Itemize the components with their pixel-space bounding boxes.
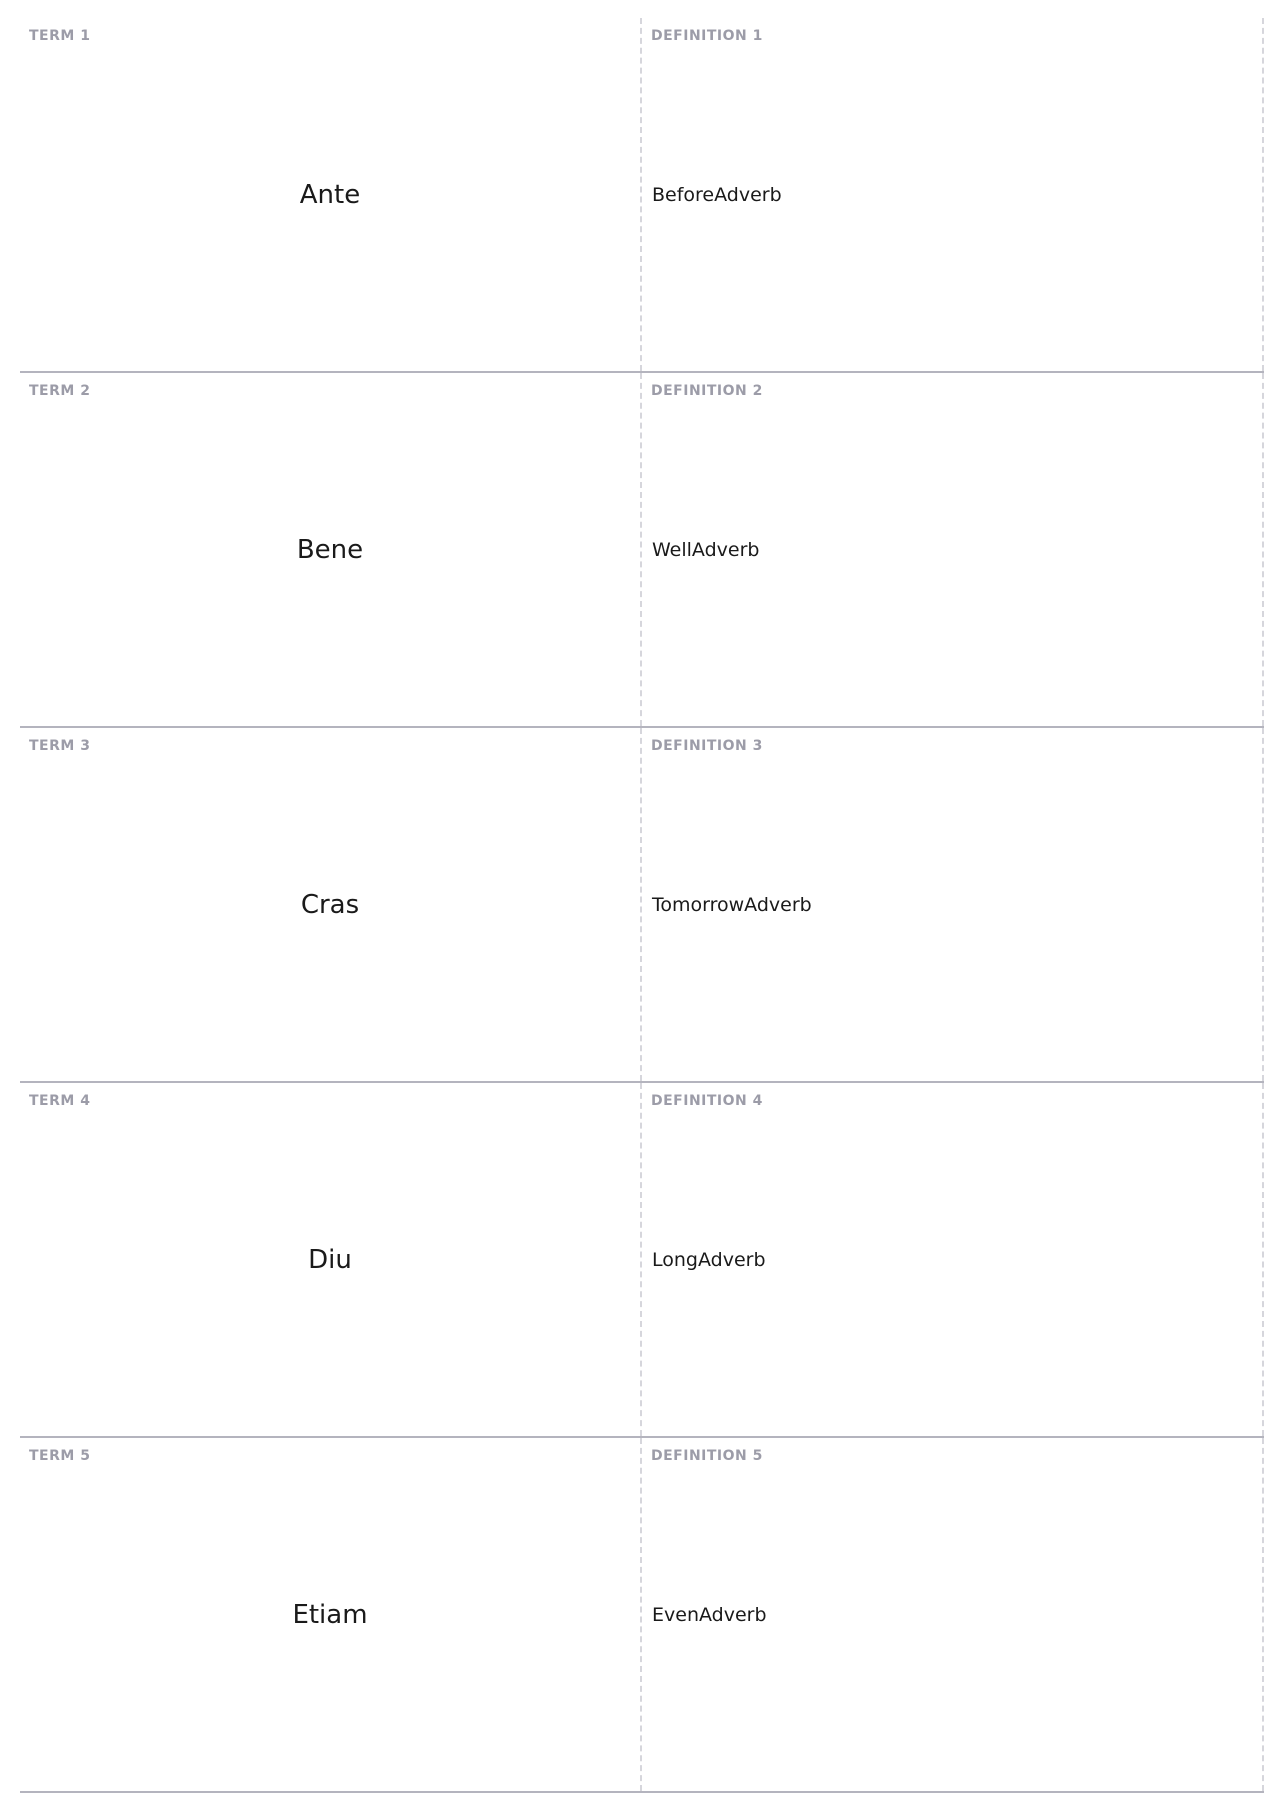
definition-text: BeforeAdverb bbox=[652, 183, 782, 206]
definition-cell bbox=[642, 373, 1264, 726]
term-cell bbox=[20, 18, 642, 371]
term-text: Cras bbox=[300, 889, 360, 920]
definition-cell bbox=[642, 1438, 1264, 1791]
term-cell bbox=[20, 373, 642, 726]
term-text: Bene bbox=[296, 534, 364, 565]
term-cell bbox=[20, 1438, 642, 1791]
term-text: Diu bbox=[308, 1244, 352, 1275]
term-label: TERM 4 bbox=[29, 1093, 91, 1109]
definition-label: DEFINITION 2 bbox=[651, 383, 763, 399]
definition-label: DEFINITION 3 bbox=[651, 738, 763, 754]
term-label: TERM 1 bbox=[29, 28, 91, 44]
term-cell bbox=[20, 728, 642, 1081]
definition-cell bbox=[642, 1083, 1264, 1436]
flashcard-row bbox=[20, 373, 1264, 728]
definition-label: DEFINITION 5 bbox=[651, 1448, 763, 1464]
term-text: Etiam bbox=[292, 1599, 368, 1630]
definition-text: TomorrowAdverb bbox=[652, 893, 812, 916]
definition-label: DEFINITION 4 bbox=[651, 1093, 763, 1109]
definition-cell bbox=[642, 728, 1264, 1081]
term-label: TERM 3 bbox=[29, 738, 91, 754]
flashcard-row bbox=[20, 1438, 1264, 1793]
term-label: TERM 2 bbox=[29, 383, 91, 399]
term-text: Ante bbox=[299, 179, 361, 210]
definition-cell bbox=[642, 18, 1264, 371]
definition-text: EvenAdverb bbox=[652, 1603, 767, 1626]
definition-text: WellAdverb bbox=[652, 538, 760, 561]
definition-label: DEFINITION 1 bbox=[651, 28, 763, 44]
flashcard-row bbox=[20, 18, 1264, 373]
term-label: TERM 5 bbox=[29, 1448, 91, 1464]
term-cell bbox=[20, 1083, 642, 1436]
flashcard-row bbox=[20, 728, 1264, 1083]
flashcard-sheet bbox=[20, 18, 1264, 1793]
definition-text: LongAdverb bbox=[652, 1248, 766, 1271]
flashcard-row bbox=[20, 1083, 1264, 1438]
